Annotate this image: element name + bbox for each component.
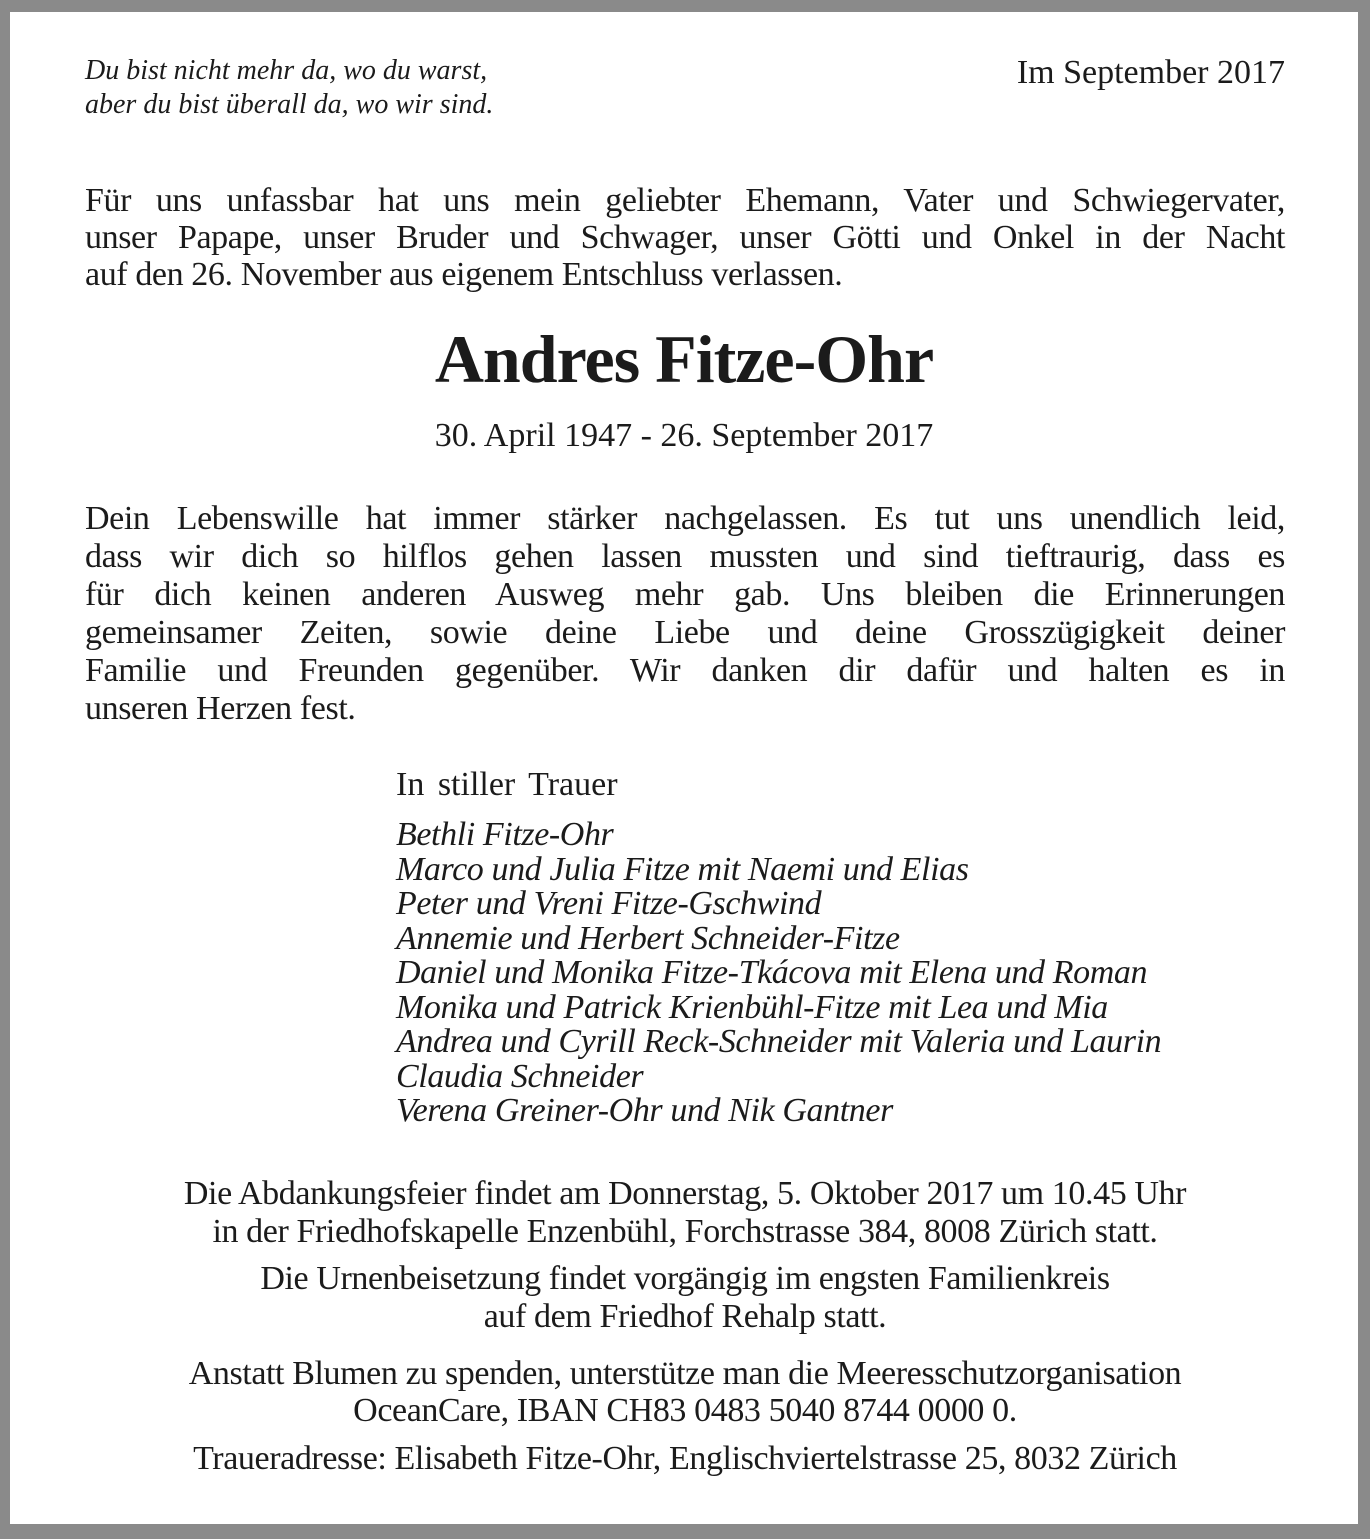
- epigraph-line-2: aber du bist überall da, wo wir sind.: [85, 89, 494, 120]
- mourning-heading: In stiller Trauer: [396, 766, 618, 803]
- obituary-card: [10, 12, 1358, 1524]
- mourner-name: Bethli Fitze-Ohr: [396, 816, 614, 853]
- intro-paragraph: [85, 182, 1285, 293]
- epigraph-line-1: Du bist nicht mehr da, wo du warst,: [85, 55, 488, 86]
- mourner-name: Marco und Julia Fitze mit Naemi und Elias: [396, 850, 969, 888]
- mourner-name: Verena Greiner-Ohr und Nik Gantner: [396, 1092, 893, 1129]
- mourner-name: Daniel und Monika Fitze-Tkácova mit Elena und Roman: [396, 954, 1148, 991]
- body-line-1: Dein Lebenswille hat immer stärker nachgelassen. Es tut uns unendlich leid,: [85, 500, 1285, 537]
- life-dates: 30. April 1947 - 26. September 2017: [434, 417, 934, 454]
- mourner-name: Andrea und Cyrill Reck-Schneider mit Valeria und Laurin: [396, 1023, 1162, 1060]
- mourner-name: Monika und Patrick Krienbühl-Fitze mit Lea und Mia: [396, 988, 1108, 1026]
- mourner-name: Peter und Vreni Fitze-Gschwind: [396, 885, 822, 922]
- burial-line-1: Die Urnenbeisetzung findet vorgängig im engsten Familienkreis: [260, 1260, 1110, 1297]
- body-line-6: unseren Herzen fest.: [85, 690, 356, 727]
- body-line-5: Familie und Freunden gegenüber. Wir danken dir dafür und halten es in: [85, 652, 1285, 689]
- service-line-1: Die Abdankungsfeier findet am Donnerstag, 5. Oktober 2017 um 10.45 Uhr: [183, 1175, 1187, 1212]
- donation-line-2: OceanCare, IBAN CH83 0483 5040 8744 0000 0.: [353, 1392, 1017, 1429]
- mourner-name: Annemie und Herbert Schneider-Fitze: [396, 919, 900, 957]
- burial-info: [85, 1260, 1285, 1336]
- body-line-4: gemeinsamer Zeiten, sowie deine Liebe und deine Grosszügigkeit deiner: [85, 614, 1285, 651]
- donation-info: [85, 1355, 1285, 1429]
- mourning-address: [85, 1440, 1285, 1477]
- service-line-2: in der Friedhofskapelle Enzenbühl, Forchstrasse 384, 8008 Zürich statt.: [212, 1213, 1158, 1250]
- intro-line-2: unser Papape, unser Bruder und Schwager, unser Götti und Onkel in der Nacht: [85, 219, 1285, 256]
- epigraph-quote: [85, 54, 493, 122]
- intro-line-3: auf den 26. November aus eigenem Entschluss verlassen.: [85, 256, 843, 293]
- body-line-2: dass wir dich so hilflos gehen lassen mussten und sind tieftraurig, dass es: [85, 538, 1285, 575]
- mourning-address-line: Traueradresse: Elisabeth Fitze-Ohr, Englischviertelstrasse 25, 8032 Zürich: [193, 1440, 1177, 1477]
- donation-line-1: Anstatt Blumen zu spenden, unterstütze man die Meeresschutzorganisation: [188, 1355, 1182, 1392]
- mourner-name: Claudia Schneider: [396, 1057, 644, 1095]
- body-line-3: für dich keinen anderen Ausweg mehr gab. Uns bleiben die Erinnerungen: [85, 576, 1285, 613]
- deceased-name: Andres Fitze-Ohr: [434, 321, 934, 397]
- intro-line-1: Für uns unfassbar hat uns mein geliebter Ehemann, Vater und Schwiegervater,: [85, 182, 1285, 219]
- burial-line-2: auf dem Friedhof Rehalp statt.: [483, 1298, 887, 1335]
- body-paragraph: [85, 500, 1285, 728]
- dateline: Im September 2017: [1016, 54, 1285, 91]
- service-info: [85, 1175, 1285, 1251]
- mourners-list: [396, 818, 1161, 1129]
